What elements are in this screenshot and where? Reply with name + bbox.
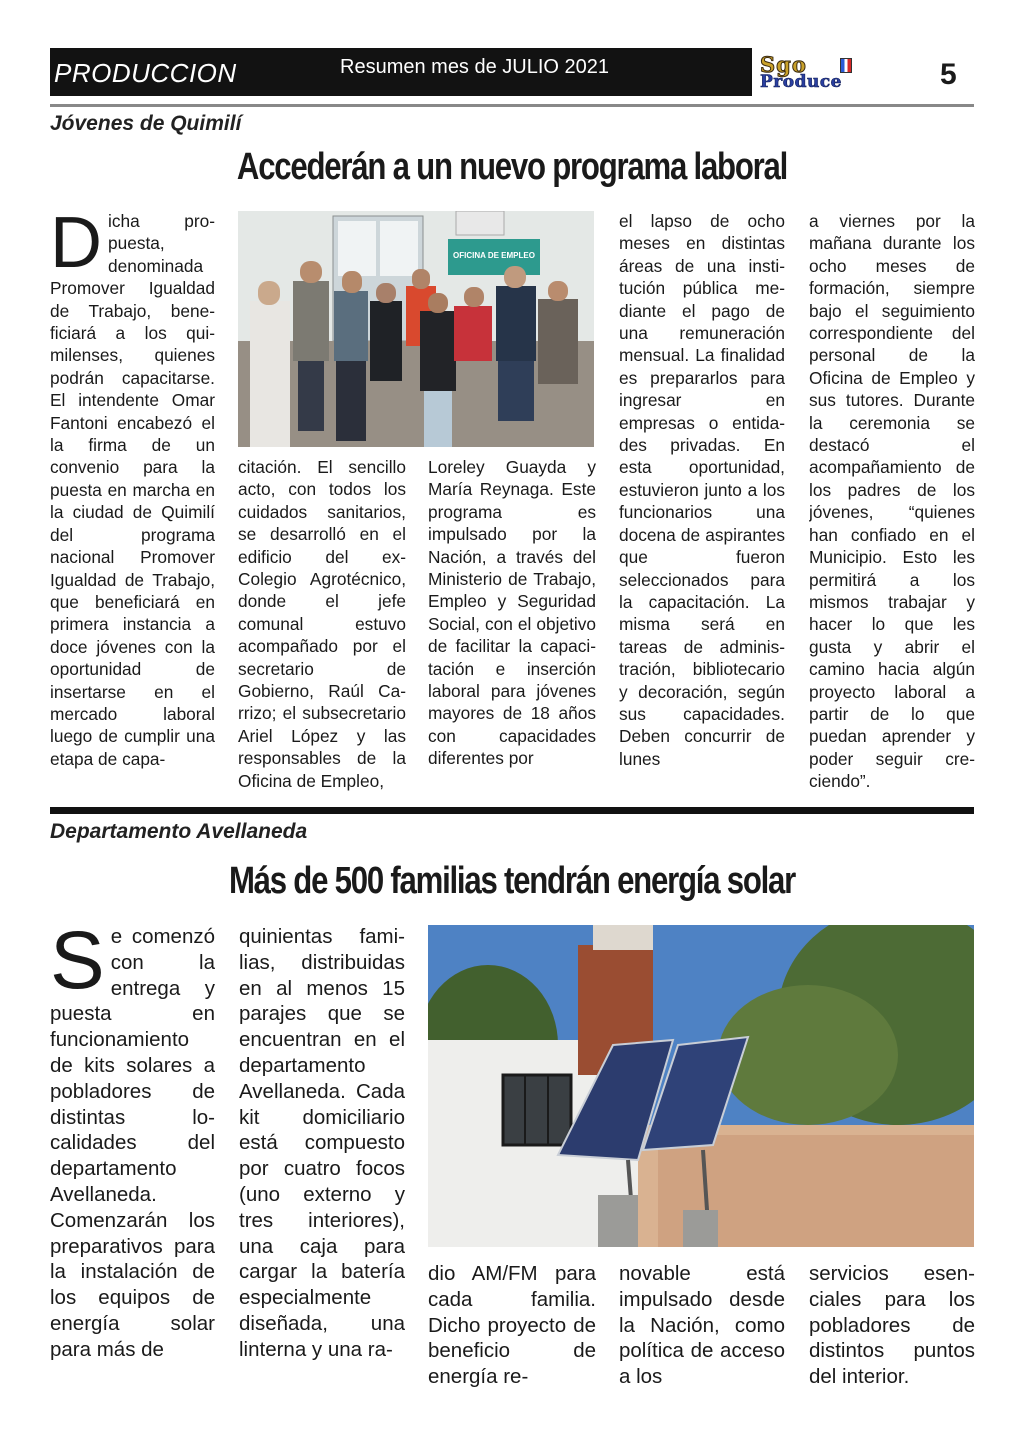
article2-column-4 <box>619 1261 785 1391</box>
photo-sign-text: OFICINA DE EMPLEO <box>453 251 535 260</box>
article2-kicker: Departamento Avellaneda <box>50 820 308 843</box>
article2-dropcap: S <box>50 924 105 1006</box>
article1-column-5 <box>809 210 975 795</box>
article1-column-4 <box>619 210 785 795</box>
solar-panel-illustration <box>428 925 974 1247</box>
article2-column-1-text: e comenzó con la entrega y puesta en funcionamiento de kits solares a pobladores de distintas localidades del departamento Avellaneda. Comenzarán los preparativos para la instalación de los equipos de energía solar para más de <box>50 925 215 1361</box>
article2-column-2 <box>239 924 405 1390</box>
article1-photo-group <box>238 211 594 447</box>
article2-column-5-text: servicios esenciales para los pobladores de distintos puntos del interior. <box>809 1262 975 1389</box>
header-rule <box>50 104 974 107</box>
article1-column-2 <box>238 456 406 796</box>
article2-column-4-text: novable está impulsado desde la Nación, como política de acceso a los <box>619 1262 785 1389</box>
article1-column-5-text: a viernes por la mañana durante los ocho meses de formación, siempre bajo el seguimiento correspondiente del personal de la Oficina de Empleo y sus tutores. Durante la ceremonia se destacó el acompañamiento de los padres de los jóvenes, “quienes han confiado en el Municipio. Esto les permitirá a los mismos trabajar y hacer lo que les gusta y abrir el camino hacia algún proyecto laboral a partir de lo que puedan aprender y poder seguir creciendo”. <box>809 211 975 792</box>
article1-column-4-text: el lapso de ocho meses en distintas áreas de una institución pública mediante el pago de una remuneración mensual. La finalidad es prepararlos para ingresar en empresas o entidades privadas. En esta oportunidad, estuvieron junto a los funcionarios una docena de aspirantes que fueron seleccionados para la capacitación. La misma será en tareas de administración, bibliotecario y decoración, según sus capacidades. Deben concurrir de lunes <box>619 211 785 769</box>
logo-bottom-text: Produce <box>760 72 842 92</box>
article1-column-1-text: icha propuesta, denominada Promover Igualdad de Trabajo, beneficiará a los quimilenses, quienes podrán capacitarse. El intendente Omar Fantoni encabezó el la firma de un convenio para la puesta en marcha en la ciudad de Quimilí del programa nacional Promover Igualdad de Trabajo, que beneficiará en primera instancia a doce jóvenes con la oportunidad de insertarse en el mercado laboral luego de cumplir una etapa de capa- <box>50 211 215 769</box>
article1-column-3-text: Loreley Guayda y María Reynaga. Este programa es impulsado por la Nación, a través del Ministerio de Trabajo, Empleo y Seguridad Social, con el objetivo de facilitar la capacitación e inserción laboral para jóvenes mayores de 18 años con capacidades diferentes por <box>428 457 596 769</box>
article1-column-2-text: citación. El sencillo acto, con todos los cuidados sanitarios, se desarrolló en el edificio del ex-Colegio Agrotécnico, donde el jefe comunal estuvo acompañado por el secretario de Gobierno, Raúl Carrizo; el subsecretario Ariel López y las responsables de la Oficina de Empleo, <box>238 457 406 791</box>
article2-photo-solar-panels <box>428 925 974 1247</box>
article1-kicker: Jóvenes de Quimilí <box>50 112 242 135</box>
logo-top-text: Sgo <box>760 52 807 77</box>
sgo-produce-logo <box>760 52 900 92</box>
article2-headline: Más de 500 familias tendrán energía solar <box>228 860 796 902</box>
flag-icon <box>840 58 852 73</box>
article2-column-3 <box>428 1261 596 1391</box>
article1-column-1 <box>50 210 215 795</box>
article2-column-2-text: quinientas familias, distribuidas en al menos 15 parajes que se encuentran en el departamento Avellaneda. Cada kit domiciliario está compuesto por cuatro focos (uno externo y tres interiores), una caja para cargar la batería especialmente diseñada, una linterna y una ra- <box>239 925 405 1361</box>
article2-column-5 <box>809 1261 975 1391</box>
article2-column-1 <box>50 924 215 1390</box>
article1-dropcap: D <box>50 210 102 283</box>
section-header-bar <box>50 48 752 96</box>
article2-column-3-text: dio AM/FM para cada familia. Dicho proyecto de beneficio de energía re- <box>428 1262 596 1389</box>
article1-headline: Accederán a un nuevo programa laboral <box>236 146 788 188</box>
article1-column-3 <box>428 456 596 796</box>
section-label: PRODUCCION <box>54 58 237 88</box>
group-photo-illustration <box>238 211 594 447</box>
page-number: 5 <box>940 58 957 91</box>
article-divider <box>50 807 974 814</box>
issue-label: Resumen mes de JULIO 2021 <box>340 56 610 78</box>
